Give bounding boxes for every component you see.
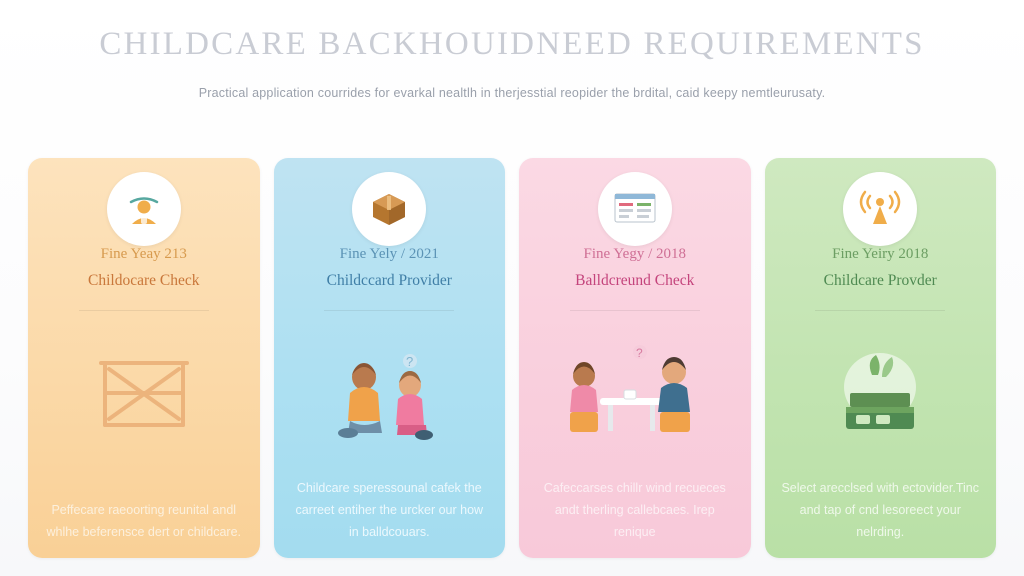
broadcast-tower-icon (843, 172, 917, 246)
card-year: Fine Yely / 2021 (339, 246, 439, 262)
card-heading: Balldcreund Check (575, 272, 695, 289)
card-year: Fine Yeay 213 (100, 246, 187, 262)
card-heading: Childcare Provder (823, 272, 937, 289)
card-divider (324, 310, 454, 311)
svg-text:?: ? (636, 346, 643, 360)
card-year: Fine Yeiry 2018 (832, 246, 929, 262)
card-row (28, 158, 996, 558)
page-subtitle: Practical application courrides for evarkal nealtlh in therjesstial reopider the brdital, caid keepy nemtleurusaty. (198, 86, 826, 100)
two-children-playing-icon (274, 333, 506, 453)
card-childcare-check[interactable] (28, 158, 260, 558)
card-body: Select arecclsed with ectovider.Tinc and tap of cnd lesoreect your nelrding. (781, 481, 980, 540)
card-year: Fine Yegy / 2018 (583, 246, 687, 262)
card-background-check[interactable] (519, 158, 751, 558)
documents-icon (598, 172, 672, 246)
card-childcard-provider[interactable] (274, 158, 506, 558)
card-divider (570, 310, 700, 311)
svg-text:?: ? (406, 353, 414, 369)
children-at-table-icon (519, 333, 751, 453)
page-title: CHILDCARE BACKHOUIDNEED REQUIREMENTS (99, 26, 925, 62)
card-heading: Childocare Check (88, 272, 200, 289)
card-childcare-provder[interactable] (765, 158, 997, 558)
barn-gate-icon (28, 333, 260, 453)
planter-box-icon (765, 333, 997, 453)
card-body: Peffecare raeoorting reunital andl whlhe beferensce dert or childcare. (46, 503, 242, 540)
card-heading: Childccard Provider (326, 272, 452, 289)
person-badge-icon (107, 172, 181, 246)
card-divider (79, 310, 209, 311)
card-body: Cafeccarses chillr wind recueces andt therling callebcaes. Irep renique (543, 481, 726, 540)
card-divider (815, 310, 945, 311)
card-body: Childcare speressounal cafek the carreet entiher the urcker our how in balldcouars. (295, 481, 484, 540)
box-package-icon (352, 172, 426, 246)
page-header (0, 0, 1024, 103)
